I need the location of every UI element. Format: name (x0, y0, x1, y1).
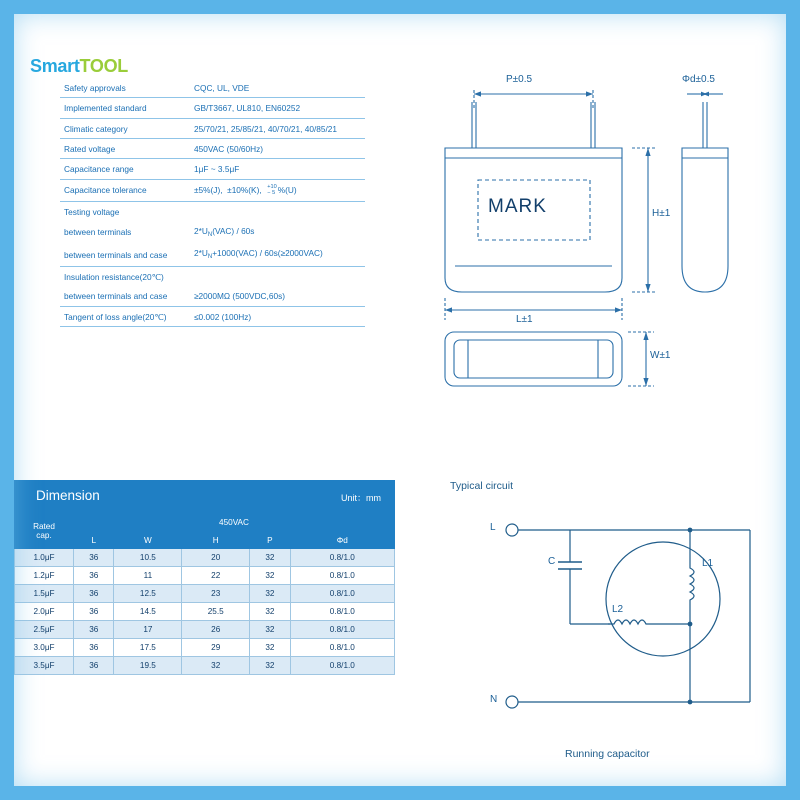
cell-cap: 1.5μF (15, 585, 74, 603)
spec-row (60, 118, 365, 138)
dimension-unit: Unit：mm (341, 493, 381, 503)
label-h: H±1 (652, 208, 671, 219)
dimension-table (14, 480, 395, 675)
logo-text-smart: Smart (30, 56, 80, 76)
junction-mid (688, 622, 693, 627)
cell-cap: 2.0μF (15, 603, 74, 621)
cell-cap: 3.0μF (15, 639, 74, 657)
dimension-header-row (15, 514, 395, 532)
cell-p: 32 (250, 657, 290, 675)
cell-cap: 2.5μF (15, 621, 74, 639)
cell-cap: 1.2μF (15, 567, 74, 585)
cell-h: 29 (182, 639, 250, 657)
cell-h: 32 (182, 657, 250, 675)
label-phid: Φd±0.5 (682, 74, 715, 85)
label-l: L±1 (516, 314, 533, 325)
l-arrow-right (615, 307, 622, 312)
cell-p: 32 (250, 549, 290, 567)
cell-phid: 0.8/1.0 (290, 585, 394, 603)
cell-p: 32 (250, 639, 290, 657)
spec-value: $2*U_N(VAC) / 60s$ (194, 225, 255, 238)
frame-left (0, 0, 14, 800)
spec-row (60, 221, 365, 244)
cell-w: 10.5 (114, 549, 182, 567)
spec-value: ≥2000MΩ (500VDC,60s) (184, 286, 365, 306)
spec-row (60, 159, 365, 179)
spec-key: between terminals (64, 227, 132, 238)
spec-row (60, 201, 365, 221)
spec-value: 450VAC (50/60Hz) (184, 139, 365, 159)
col-header-h: H (182, 532, 250, 549)
p-arrow-left (474, 91, 481, 96)
spec-value: GB/T3667, UL810, EN60252 (184, 98, 365, 118)
voltage-header: 450VAC (74, 514, 395, 532)
cell-p: 32 (250, 585, 290, 603)
h-arrow-bottom (645, 284, 650, 292)
spec-key: between terminals and case (60, 286, 184, 306)
spec-row (60, 98, 365, 118)
col-header-phid: Φd (290, 532, 394, 549)
spec-key: Tangent of loss angle(20℃) (60, 306, 184, 326)
label-capacitor-c: C (548, 556, 556, 567)
top-view-inner (454, 340, 613, 378)
typical-circuit-diagram (420, 480, 790, 780)
cell-cap: 1.0μF (15, 549, 74, 567)
coil-l1 (690, 562, 694, 606)
label-terminal-l: L (490, 522, 496, 533)
cell-w: 14.5 (114, 603, 182, 621)
w-arrow-bottom (643, 378, 648, 386)
junction-bottom (688, 700, 693, 705)
cell-l: 36 (74, 585, 114, 603)
label-mark: MARK (488, 196, 547, 217)
circuit-title: Typical circuit (450, 480, 514, 492)
spec-row (60, 243, 365, 266)
spec-row (60, 266, 365, 286)
spec-key: Testing voltage (64, 206, 120, 217)
cell-w: 17 (114, 621, 182, 639)
brand-logo (30, 48, 180, 84)
cell-phid: 0.8/1.0 (290, 657, 394, 675)
table-row (15, 567, 395, 585)
frame-top (0, 0, 800, 14)
cell-h: 20 (182, 549, 250, 567)
spec-key: between terminals and case (60, 243, 184, 266)
spec-key: Implemented standard (60, 98, 184, 118)
tolerance-fraction: +10 − 5 (267, 183, 277, 196)
cell-l: 36 (74, 567, 114, 585)
cell-phid: 0.8/1.0 (290, 603, 394, 621)
spec-key: Climatic category (60, 118, 184, 138)
dimension-title: Dimension (36, 488, 100, 503)
l-arrow-left (445, 307, 452, 312)
table-row (15, 657, 395, 675)
spec-value: 1μF ~ 3.5μF (184, 159, 365, 179)
drawing-svg (410, 70, 785, 410)
spec-row (60, 306, 365, 326)
junction-top (688, 528, 693, 533)
label-coil-l1: L1 (702, 558, 714, 569)
terminal-l-circle (506, 524, 518, 536)
phid-arrow-right (701, 92, 707, 97)
circuit-svg (420, 494, 790, 764)
table-row (15, 639, 395, 657)
spec-key: Capacitance tolerance (60, 179, 184, 201)
side-view-body (682, 148, 728, 292)
p-arrow-right (586, 91, 593, 96)
cell-w: 11 (114, 567, 182, 585)
cell-cap: 3.5μF (15, 657, 74, 675)
cell-h: 23 (182, 585, 250, 603)
cell-phid: 0.8/1.0 (290, 639, 394, 657)
spec-key: Insulation resistance(20℃) (64, 271, 164, 282)
dimension-table-header (14, 480, 395, 513)
cell-p: 32 (250, 567, 290, 585)
label-p: P±0.5 (506, 74, 533, 85)
cell-l: 36 (74, 603, 114, 621)
table-row (15, 585, 395, 603)
table-row (15, 549, 395, 567)
cell-w: 17.5 (114, 639, 182, 657)
cell-phid: 0.8/1.0 (290, 567, 394, 585)
coil-l2 (608, 620, 652, 624)
cell-h: 26 (182, 621, 250, 639)
cell-l: 36 (74, 657, 114, 675)
spec-key: Safety approvals (60, 78, 184, 98)
capacitor-drawings (410, 70, 785, 410)
spec-value-tolerance: ±5%(J), ±10%(K), +10 − 5 %(U) (184, 179, 365, 201)
frame-bottom (0, 786, 800, 800)
cell-phid: 0.8/1.0 (290, 549, 394, 567)
spec-row (60, 179, 365, 201)
circuit-footer: Running capacitor (565, 748, 650, 760)
specification-table (60, 78, 365, 327)
spec-value: CQC, UL, VDE (184, 78, 365, 98)
front-view-body (445, 148, 622, 292)
label-terminal-n: N (490, 694, 498, 705)
spec-key: Capacitance range (60, 159, 184, 179)
terminal-n-circle (506, 696, 518, 708)
frame-right (786, 0, 800, 800)
table-row (15, 621, 395, 639)
col-header-p: P (250, 532, 290, 549)
spec-value: ≤0.002 (100Hz) (184, 306, 365, 326)
h-arrow-top (645, 148, 650, 156)
rated-cap-header: Rated cap. (15, 514, 74, 549)
logo-text-tool: TOOL (79, 56, 128, 76)
spec-row (60, 286, 365, 306)
cell-h: 25.5 (182, 603, 250, 621)
cell-w: 19.5 (114, 657, 182, 675)
w-arrow-top (643, 332, 648, 340)
cell-h: 22 (182, 567, 250, 585)
cell-l: 36 (74, 639, 114, 657)
cell-p: 32 (250, 603, 290, 621)
label-coil-l2: L2 (612, 604, 624, 615)
col-header-w: W (114, 532, 182, 549)
spec-value (184, 266, 365, 286)
cell-l: 36 (74, 621, 114, 639)
spec-value (184, 201, 365, 221)
cell-p: 32 (250, 621, 290, 639)
cell-l: 36 (74, 549, 114, 567)
cell-w: 12.5 (114, 585, 182, 603)
spec-key: Rated voltage (60, 139, 184, 159)
cell-phid: 0.8/1.0 (290, 621, 394, 639)
label-w: W±1 (650, 350, 671, 361)
col-header-l: L (74, 532, 114, 549)
spec-row (60, 139, 365, 159)
table-row (15, 603, 395, 621)
spec-value: 25/70/21, 25/85/21, 40/70/21, 40/85/21 (184, 118, 365, 138)
spec-value: $2*U_N+1000(VAC) / 60s(\ge 2000VAC)$ (184, 243, 365, 266)
